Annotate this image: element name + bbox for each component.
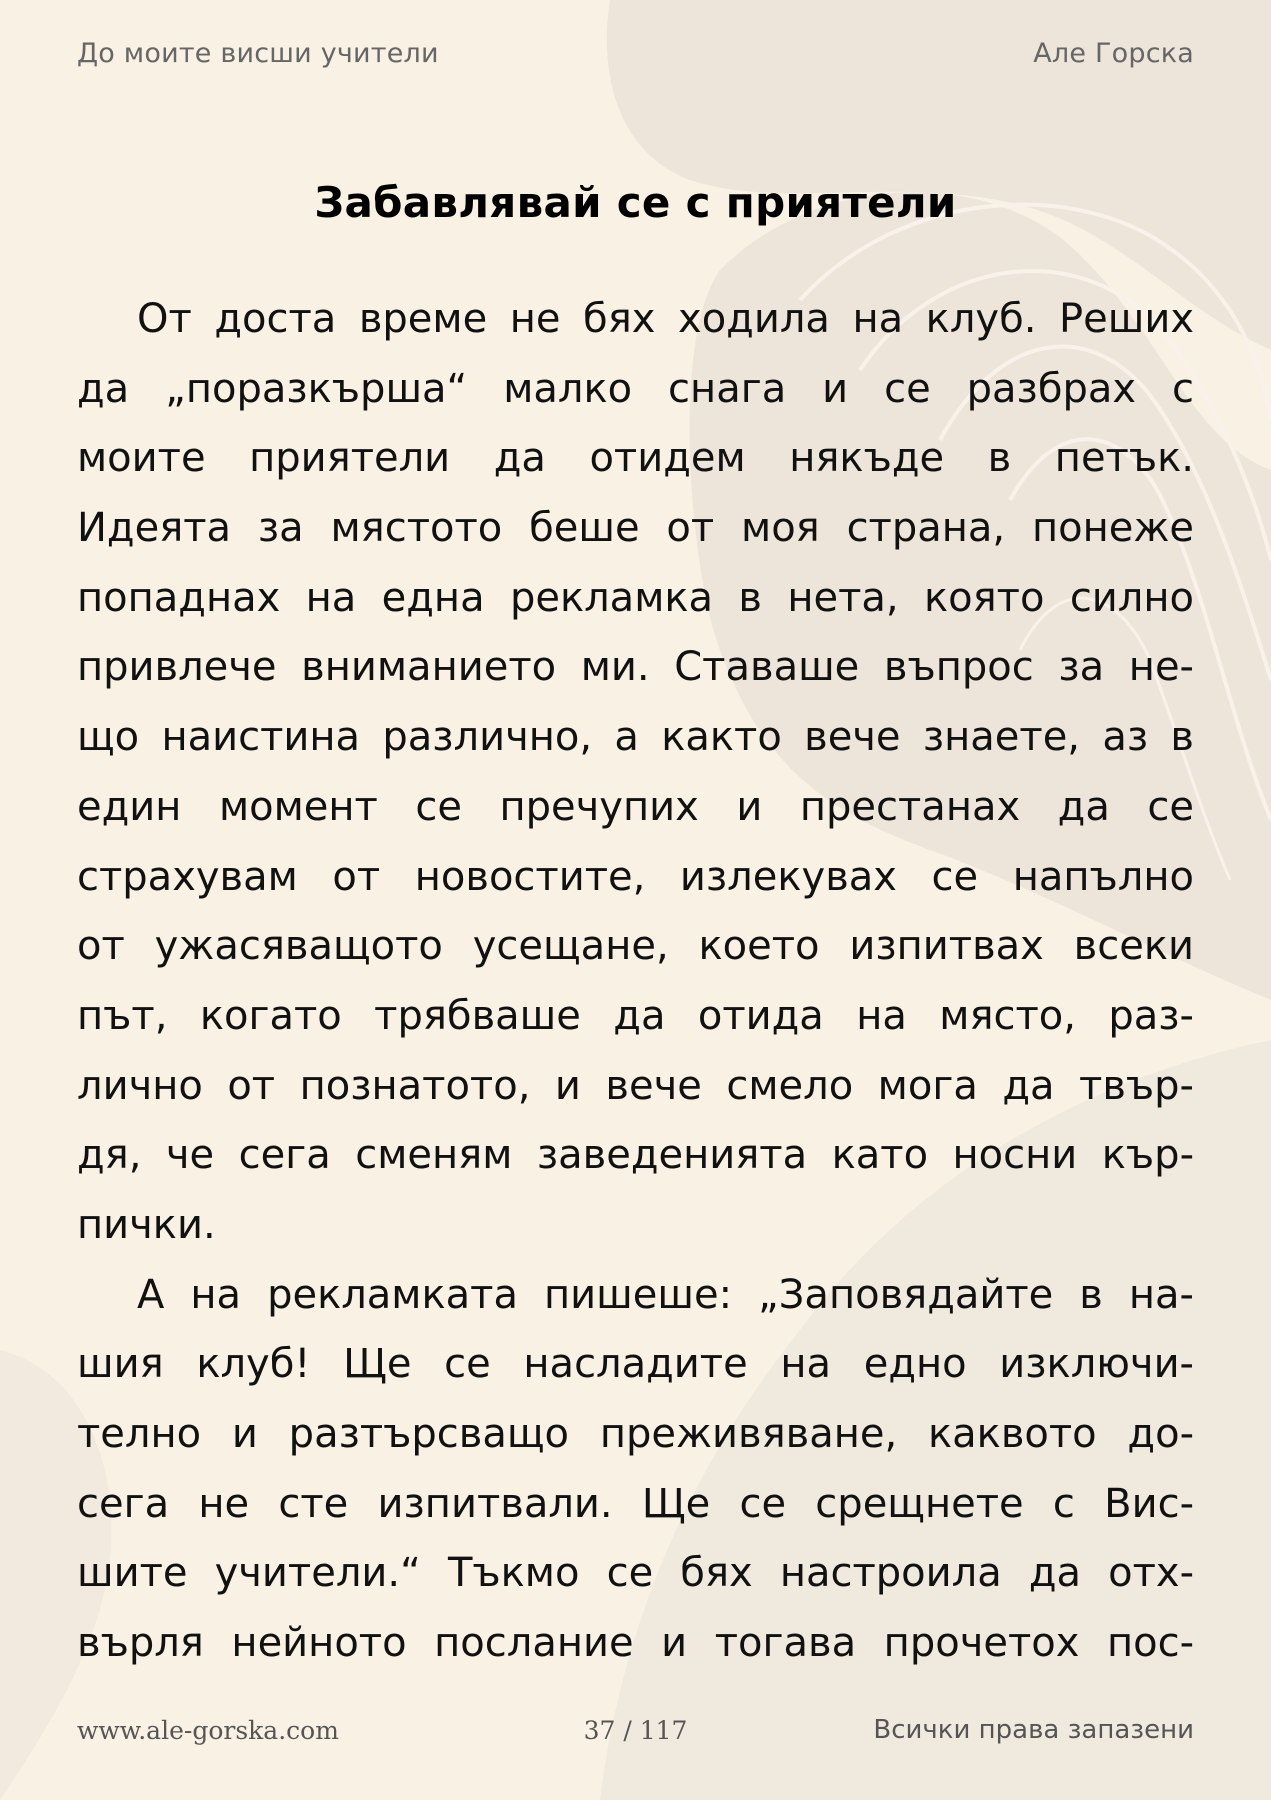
header-author: Але Горска <box>1033 37 1194 69</box>
text-line: моите приятели да отидем някъде в петък. <box>77 435 1194 482</box>
text-line: от ужасяващото усещане, което изпитвах всеки <box>77 923 1194 970</box>
page-number: 37 / 117 <box>583 1715 688 1745</box>
text-line: сега не сте изпитвали. Ще се срещнете с Вис- <box>77 1480 1194 1527</box>
text-line: телно и разтърсващо преживяване, каквото до- <box>77 1411 1194 1457</box>
body-text <box>77 285 1194 1679</box>
website-link[interactable]: www.ale-gorska.com <box>77 1715 339 1745</box>
chapter-title: Забавлявай се с приятели <box>314 178 957 227</box>
text-line: шия клуб! Ще се насладите на едно изключи- <box>77 1341 1194 1388</box>
text-line: пички. <box>77 1201 216 1248</box>
text-line: що наистина различно, а както вече знаете, аз в <box>77 714 1194 761</box>
paragraph-2 <box>77 1261 1194 1679</box>
page-footer <box>77 1712 1194 1748</box>
text-line: попаднах на една рекламка в нета, която силно <box>77 574 1194 621</box>
text-line: лично от познатото, и вече смело мога да твър- <box>77 1062 1194 1109</box>
text-line: дя, че сега сменям заведенията като носни кър- <box>77 1132 1194 1179</box>
text-line: да „поразкърша“ малко снага и се разбрах с <box>77 365 1194 412</box>
text-line: А на рекламката пишеше: „Заповядайте в на- <box>137 1271 1194 1318</box>
header-book-title: До моите висши учители <box>77 37 439 69</box>
text-line: един момент се пречупих и престанах да се <box>77 783 1194 830</box>
text-line: шите учители.“ Тъкмо се бях настроила да отх- <box>77 1550 1194 1597</box>
copyright-notice: Всички права запазени <box>873 1715 1194 1745</box>
text-line: път, когато трябваше да отида на място, раз- <box>77 992 1194 1039</box>
text-line: привлече вниманието ми. Ставаше въпрос за не- <box>77 644 1194 691</box>
paragraph-1 <box>77 285 1194 1261</box>
text-line: страхувам от новостите, излекувах се напълно <box>77 853 1194 900</box>
text-line: Идеята за мястото беше от моя страна, понеже <box>77 505 1194 552</box>
text-line: върля нейното послание и тогава прочетох пос- <box>77 1620 1194 1667</box>
text-line: От доста време не бях ходила на клуб. Реших <box>137 296 1194 342</box>
page-header <box>77 36 1194 70</box>
